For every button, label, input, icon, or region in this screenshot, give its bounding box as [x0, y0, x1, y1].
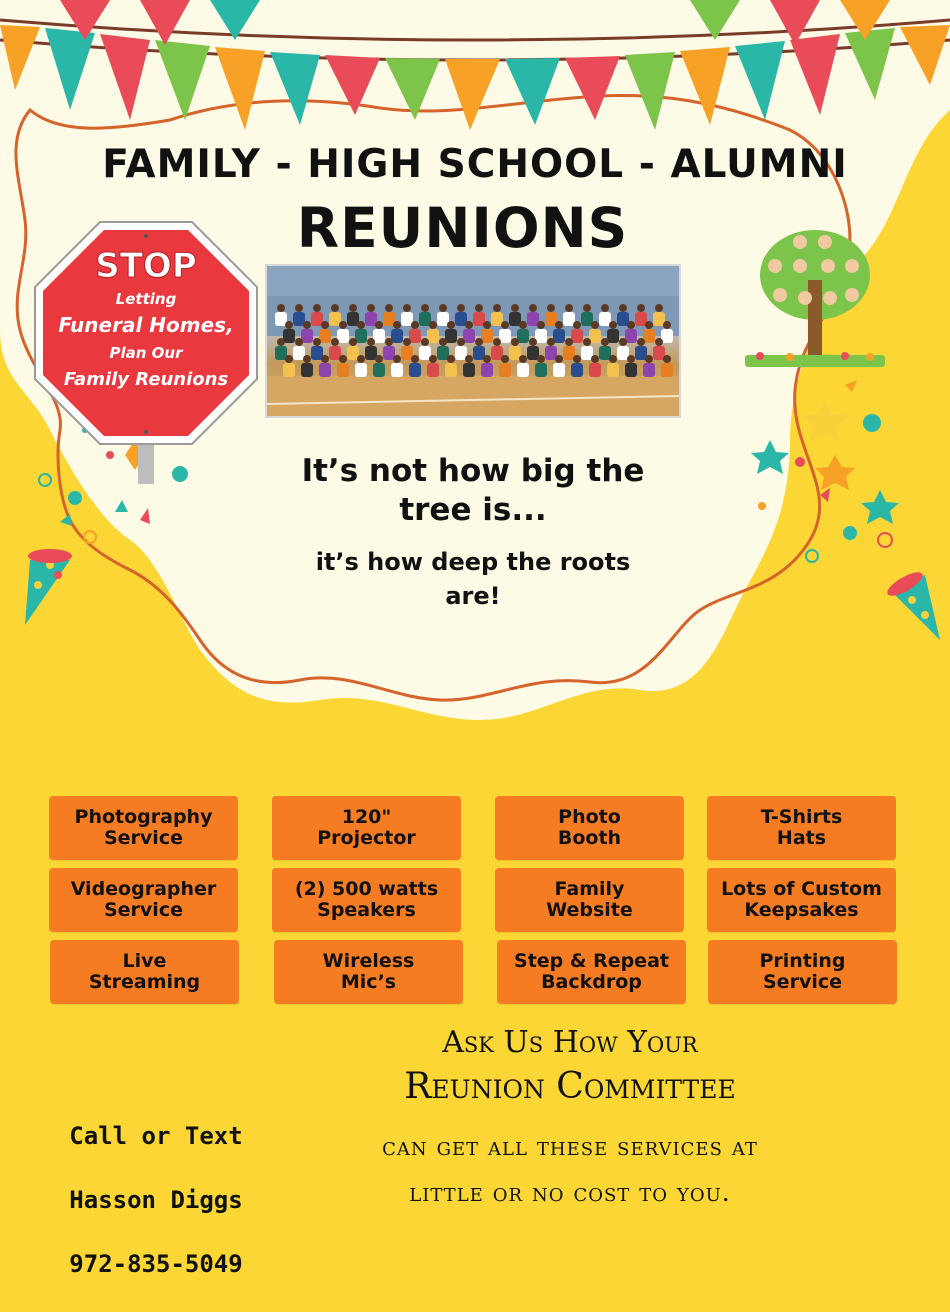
crowd-head [511, 338, 519, 346]
crowd-head [663, 355, 671, 363]
stop-line-4: Family Reunions [63, 369, 229, 390]
crowd-head [655, 338, 663, 346]
stop-title: STOP [95, 246, 197, 286]
crowd-head [339, 355, 347, 363]
crowd-head [403, 338, 411, 346]
crowd-head [529, 304, 537, 312]
crowd-head [277, 304, 285, 312]
crowd-head [421, 338, 429, 346]
service-wireless-mics: Wireless Mic’s [274, 940, 463, 1004]
service-photography: Photography Service [49, 796, 238, 860]
crowd-body [373, 363, 385, 377]
crowd-head [457, 304, 465, 312]
crowd-head [573, 321, 581, 329]
crowd-head [403, 304, 411, 312]
crowd-body [517, 363, 529, 377]
crowd-body [301, 363, 313, 377]
crowd-head [285, 355, 293, 363]
crowd-head [439, 338, 447, 346]
crowd-head [357, 321, 365, 329]
crowd-head [447, 321, 455, 329]
service-printing: Printing Service [708, 940, 897, 1004]
crowd-head [421, 304, 429, 312]
crowd-head [331, 304, 339, 312]
contact-info [40, 1088, 272, 1312]
crowd-head [393, 321, 401, 329]
quote-main [240, 452, 706, 530]
crowd-head [277, 338, 285, 346]
crowd-head [591, 321, 599, 329]
service-photo-booth: Photo Booth [495, 796, 684, 860]
quote-line-2: tree is... [399, 492, 547, 528]
crowd-head [295, 304, 303, 312]
crowd-head [465, 355, 473, 363]
crowd-head [303, 355, 311, 363]
quote-line-4: are! [445, 582, 501, 610]
quote-line-3: it’s how deep the roots [315, 548, 631, 576]
crowd-body [463, 363, 475, 377]
crowd-head [483, 355, 491, 363]
crowd-head [609, 321, 617, 329]
group-photo-illustration [267, 266, 679, 416]
crowd-head [357, 355, 365, 363]
group-photo [265, 264, 681, 418]
crowd-head [645, 321, 653, 329]
crowd-head [537, 321, 545, 329]
crowd-body [589, 363, 601, 377]
crowd-head [493, 338, 501, 346]
crowd-head [321, 321, 329, 329]
ask-line-1: Ask Us How Your [442, 1025, 698, 1060]
crowd-head [655, 304, 663, 312]
crowd-head [447, 355, 455, 363]
crowd-body [283, 363, 295, 377]
crowd-head [519, 321, 527, 329]
crowd-head [339, 321, 347, 329]
crowd-body [409, 363, 421, 377]
crowd-head [645, 355, 653, 363]
crowd-head [637, 338, 645, 346]
crowd-head [547, 338, 555, 346]
headline-line-1: FAMILY - HIGH SCHOOL - ALUMNI [102, 142, 848, 187]
crowd-head [555, 321, 563, 329]
crowd-head [591, 355, 599, 363]
crowd-head [385, 338, 393, 346]
service-speakers: (2) 500 watts Speakers [272, 868, 461, 932]
crowd-head [601, 304, 609, 312]
quote-sub [240, 545, 706, 613]
headline-line-2: REUNIONS [296, 196, 629, 260]
crowd-head [313, 304, 321, 312]
crowd-head [627, 321, 635, 329]
crowd-body [499, 363, 511, 377]
crowd-head [573, 355, 581, 363]
crowd-body [481, 363, 493, 377]
crowd-head [313, 338, 321, 346]
crowd-head [367, 338, 375, 346]
crowd-body [355, 363, 367, 377]
service-videographer: Videographer Service [49, 868, 238, 932]
crowd-head [583, 338, 591, 346]
crowd-head [349, 338, 357, 346]
crowd-head [637, 304, 645, 312]
quote-line-1: It’s not how big the [301, 453, 645, 489]
crowd-body [319, 363, 331, 377]
stop-line-3: Plan Our [109, 344, 183, 362]
crowd-head [439, 304, 447, 312]
crowd-head [475, 338, 483, 346]
crowd-body [625, 363, 637, 377]
crowd-body [427, 363, 439, 377]
crowd-body [391, 363, 403, 377]
crowd-head [537, 355, 545, 363]
crowd-body [337, 363, 349, 377]
contact-phone: 972-835-5049 [69, 1250, 243, 1278]
crowd-body [643, 363, 655, 377]
crowd-head [285, 321, 293, 329]
crowd-body [445, 363, 457, 377]
service-projector: 120" Projector [272, 796, 461, 860]
crowd-head [303, 321, 311, 329]
crowd-head [393, 355, 401, 363]
stop-line-2: Funeral Homes, [58, 313, 234, 337]
service-live-streaming: Live Streaming [50, 940, 239, 1004]
crowd-head [663, 321, 671, 329]
crowd-head [375, 355, 383, 363]
crowd-head [627, 355, 635, 363]
service-step-repeat: Step & Repeat Backdrop [497, 940, 686, 1004]
crowd-head [609, 355, 617, 363]
crowd-head [457, 338, 465, 346]
crowd-body [553, 363, 565, 377]
contact-name: Hasson Diggs [69, 1186, 243, 1214]
ask-line-3: can get all these services at [382, 1132, 758, 1161]
crowd-head [501, 321, 509, 329]
crowd-head [475, 304, 483, 312]
crowd-head [321, 355, 329, 363]
crowd-head [331, 338, 339, 346]
crowd-head [619, 304, 627, 312]
crowd-head [555, 355, 563, 363]
crowd-head [519, 355, 527, 363]
service-keepsakes: Lots of Custom Keepsakes [707, 868, 896, 932]
crowd-head [295, 338, 303, 346]
ask-line-4: little or no cost to you. [409, 1178, 731, 1207]
ask-line-2: Reunion Committee [404, 1066, 736, 1107]
crowd-head [583, 304, 591, 312]
crowd-head [493, 304, 501, 312]
stop-line-1: Letting [115, 290, 177, 308]
crowd-head [565, 338, 573, 346]
crowd-head [375, 321, 383, 329]
contact-line-1: Call or Text [69, 1122, 243, 1150]
crowd-head [411, 355, 419, 363]
crowd-body [535, 363, 547, 377]
crowd-head [601, 338, 609, 346]
crowd-head [349, 304, 357, 312]
crowd-head [465, 321, 473, 329]
crowd-head [501, 355, 509, 363]
crowd-head [411, 321, 419, 329]
crowd-head [429, 355, 437, 363]
crowd-body [571, 363, 583, 377]
crowd-body [661, 363, 673, 377]
crowd-head [565, 304, 573, 312]
crowd-head [483, 321, 491, 329]
crowd-head [619, 338, 627, 346]
crowd-head [367, 304, 375, 312]
crowd-head [529, 338, 537, 346]
crowd-head [511, 304, 519, 312]
crowd-head [385, 304, 393, 312]
crowd-head [547, 304, 555, 312]
ask-line-3-4 [300, 1124, 840, 1216]
crowd-body [607, 363, 619, 377]
crowd-head [429, 321, 437, 329]
service-family-website: Family Website [495, 868, 684, 932]
service-tshirts-hats: T-Shirts Hats [707, 796, 896, 860]
